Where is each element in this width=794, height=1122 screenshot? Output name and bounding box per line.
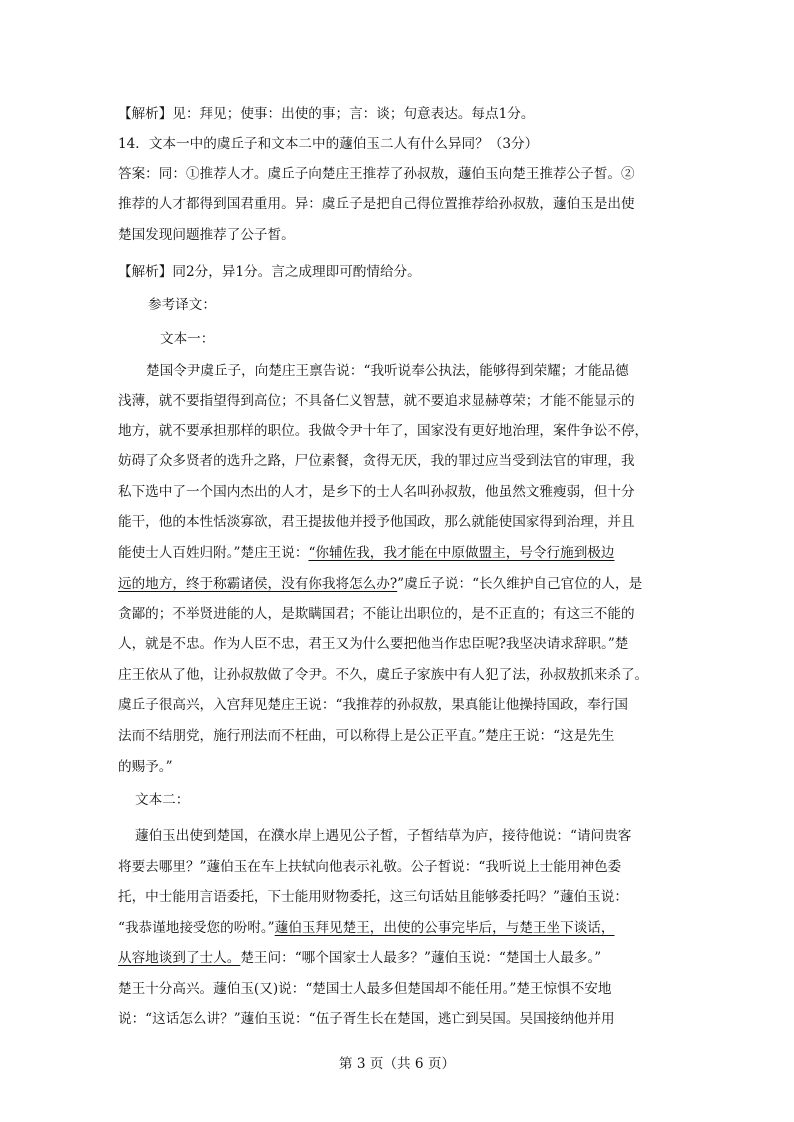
text-line (135, 790, 189, 810)
text-segment: 能使士人百姓归附。”楚庄王说： (118, 545, 309, 561)
text-segment: 蘧伯玉出使到楚国，在濮水岸上遇见公子皙，子皙结草为庐，接待他说：“请问贵客 (135, 828, 632, 844)
text-line (118, 225, 295, 245)
text-line (118, 695, 628, 715)
text-segment: 说：“这话怎么讲？”蘧伯玉说：“伍子胥生长在楚国，逃亡到吴国。吴国接纳他并用 (118, 1011, 615, 1027)
text-line (118, 918, 614, 938)
text-line (118, 634, 628, 654)
text-line (118, 1009, 615, 1029)
text-segment: 答案：同：①推荐人才。虞丘子向楚庄王推荐了孙叔敖，蘧伯玉向楚王推荐公子皙。② (118, 166, 635, 182)
text-segment: 文本一： (160, 331, 215, 347)
text-line (118, 979, 612, 999)
text-segment: 虞丘子很高兴，入宫拜见楚庄王说：“我推荐的孙叔敖，果真能让他操持国政，奉行国 (118, 697, 628, 713)
text-line (118, 164, 635, 184)
text-segment: 【解析】见：拜见；使事：出使的事；言：谈；句意表达。每点1分。 (118, 106, 535, 122)
text-line (118, 857, 621, 877)
text-segment: 庄王依从了他，让孙叔敖做了令尹。不久，虞丘子家族中有人犯了法，孙叔敖抓来杀了。 (118, 667, 649, 683)
text-line (148, 295, 216, 315)
page-footer: 第 3 页（共 6 页） (338, 1056, 456, 1072)
text-line (118, 134, 538, 154)
text-segment: 14．文本一中的虞丘子和文本二中的蘧伯玉二人有什么异同？（3分） (118, 136, 539, 152)
text-line (118, 757, 173, 777)
text-segment: 文本二： (135, 792, 190, 808)
text-line (118, 604, 635, 624)
text-segment: 楚国令尹虞丘子，向楚庄王禀告说：“我听说奉公执法，能够得到荣耀；才能品德 (146, 363, 629, 379)
text-segment: 浅薄，就不要指望得到高位；不具备仁义智慧，就不要追求显赫尊荣；才能不能显示的 (118, 393, 635, 409)
text-segment: 楚王十分高兴。蘧伯玉(又)说：“楚国士人最多但楚国却不能任用。”楚王惊惧不安地 (118, 981, 612, 997)
text-line (118, 451, 635, 471)
text-segment: 人，就是不忠。作为人臣不忠，君王又为什么要把他当作忠臣呢?我坚决请求辞职。”楚 (118, 636, 629, 652)
text-segment: 能干，他的本性恬淡寡欲，君王提拔他并授予他国政，那么就能使国家得到治理，并且 (118, 514, 635, 530)
text-segment: 法而不结朋党，施行刑法而不枉曲，可以称得上是公正平直。”楚庄王说：“这是先生 (118, 728, 615, 744)
text-line (118, 665, 648, 685)
text-line (118, 262, 421, 282)
text-segment: 楚王问：“哪个国家士人最多？”蘧伯玉说：“楚国士人最多。” (240, 950, 602, 966)
text-segment: 楚国发现问题推荐了公子皙。 (118, 227, 295, 243)
text-line (118, 391, 635, 411)
text-line (118, 948, 601, 968)
text-line (118, 104, 534, 124)
text-line (118, 726, 614, 746)
text-segment: 私下选中了一个国内杰出的人才，是乡下的士人名叫孙叔敖，他虽然文雅瘦弱，但十分 (118, 484, 635, 500)
text-segment: 推荐的人才都得到国君重用。异：虞丘子是把自己得位置推荐给孙叔敖，蘧伯玉是出使 (118, 196, 635, 212)
text-line (118, 887, 628, 907)
text-segment: 参考译文： (148, 297, 216, 313)
underlined-segment: 从容地谈到了士人。 (118, 950, 241, 966)
text-line (118, 512, 635, 532)
text-segment: “我恭谨地接受您的吩咐。” (118, 920, 275, 936)
underlined-segment: 远的地方，终于称霸诸侯，没有你我将怎么办? (118, 576, 398, 592)
text-segment: 地方，就不要承担那样的职位。我做令尹十年了，国家没有更好地治理，案件争讼不停， (118, 423, 649, 439)
text-segment: 贪鄙的；不举贤进能的人，是欺瞒国君；不能让出职位的，是不正直的；有这三不能的 (118, 606, 635, 622)
text-line (146, 361, 629, 381)
text-segment: 托，中士能用言语委托，下士能用财物委托，这三句话姑且能够委托吗？”蘧伯玉说： (118, 889, 628, 905)
text-segment: 将要去哪里？”蘧伯玉在车上扶轼向他表示礼敬。公子皙说：“我听说上士能用神色委 (118, 859, 622, 875)
text-line (118, 482, 635, 502)
underlined-segment: 蘧伯玉拜见楚王，出使的公事完毕后，与楚王坐下谈话， (274, 920, 615, 936)
underlined-segment: “你辅佐我，我才能在中原做盟主，号令行施到极边 (308, 545, 615, 561)
text-segment: 【解析】同2分，异1分。言之成理即可酌情给分。 (118, 264, 421, 280)
text-segment: 的赐予。” (118, 759, 173, 775)
text-line (118, 574, 642, 594)
text-line (118, 543, 614, 563)
text-line (118, 421, 648, 441)
text-line (118, 194, 635, 214)
text-segment: ”虞丘子说：“长久维护自己官位的人，是 (397, 576, 643, 592)
text-line (135, 826, 631, 846)
text-line (160, 329, 214, 349)
text-segment: 妨碍了众多贤者的选升之路，尸位素餐，贪得无厌，我的罪过应当受到法官的审理，我 (118, 453, 635, 469)
